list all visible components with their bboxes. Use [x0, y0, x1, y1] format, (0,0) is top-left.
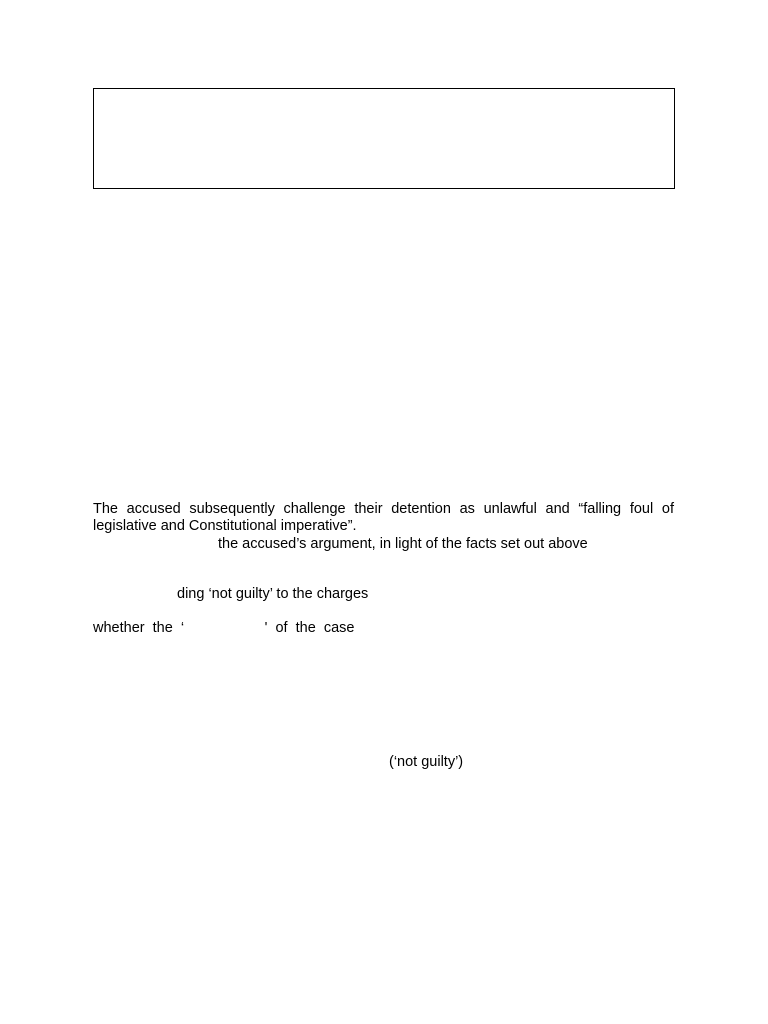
- pleading-fragment: ding ‘not guilty’ to the charges: [177, 586, 369, 602]
- not-guilty-fragment: (‘not guilty’): [389, 754, 464, 770]
- paragraph-line-3: the accused’s argument, in light of the facts set out above: [218, 536, 588, 552]
- whether-fragment: whether the ‘ ' of the case: [93, 620, 355, 636]
- paragraph-line-1: The accused subsequently challenge their detention as unlawful and “falling foul of: [93, 501, 674, 517]
- header-box: [93, 88, 675, 189]
- paragraph-line-2: legislative and Constitutional imperative”.: [93, 518, 357, 534]
